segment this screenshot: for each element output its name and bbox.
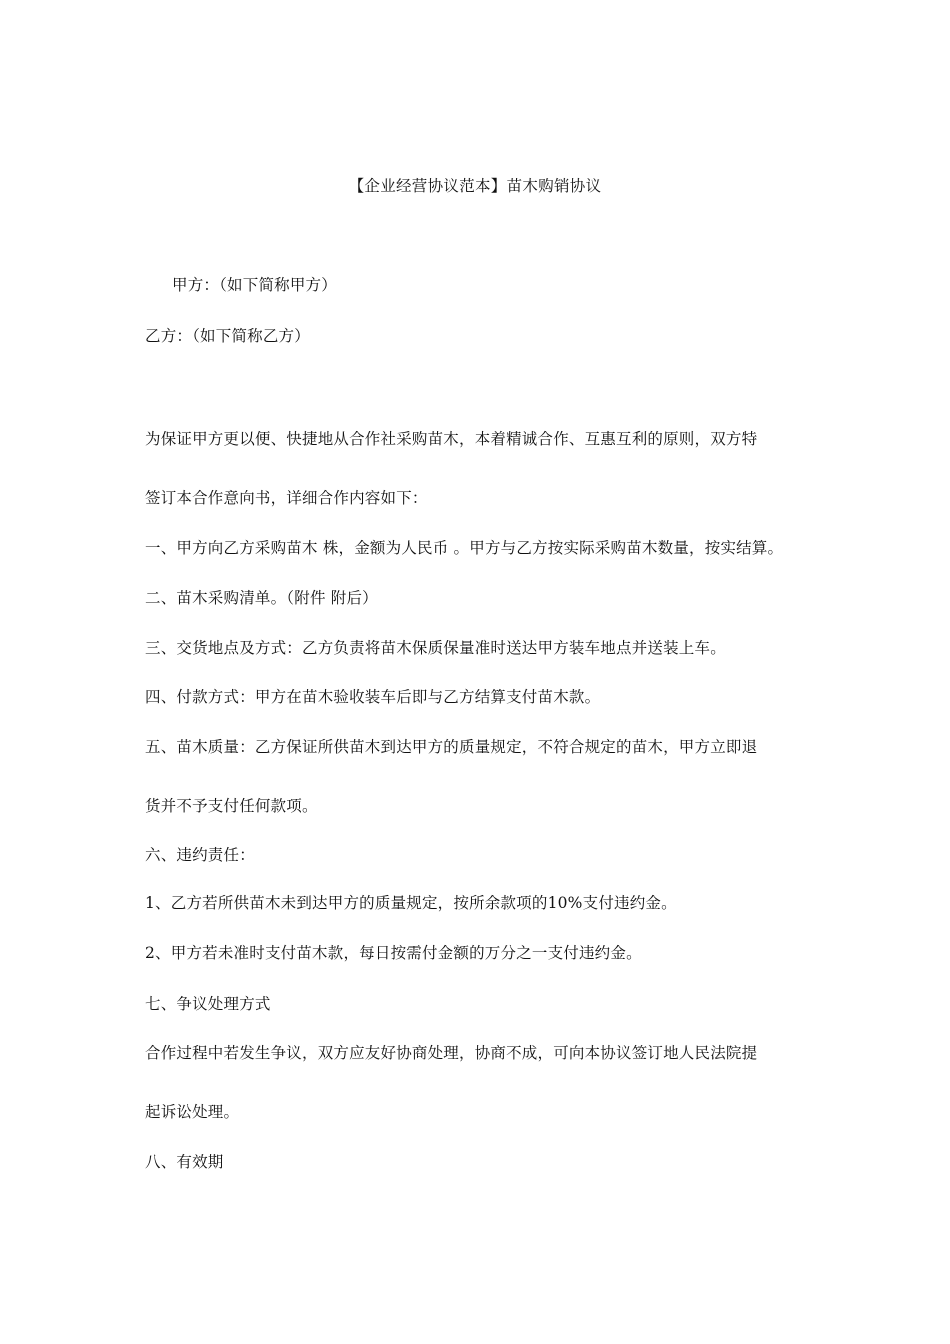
intro-paragraph-line-2: 签订本合作意向书，详细合作内容如下： xyxy=(145,489,428,507)
clause-6-heading: 六、违约责任： xyxy=(145,846,255,864)
clause-7-body-line-1: 合作过程中若发生争议，双方应友好协商处理，协商不成，可向本协议签订地人民法院提 xyxy=(145,1044,758,1062)
clause-2: 二、苗木采购清单。（附件 附后） xyxy=(145,589,378,607)
intro-paragraph-line-1: 为保证甲方更以便、快捷地从合作社采购苗木，本着精诚合作、互惠互利的原则，双方特 xyxy=(145,430,758,448)
clause-5-line-1: 五、苗木质量：乙方保证所供苗木到达甲方的质量规定，不符合规定的苗木，甲方立即退 xyxy=(145,738,758,756)
clause-7-heading: 七、争议处理方式 xyxy=(145,995,271,1013)
clause-7-body-line-2: 起诉讼处理。 xyxy=(145,1103,240,1121)
clause-5-line-2: 货并不予支付任何款项。 xyxy=(145,797,318,815)
clause-6-item-1: 1、乙方若所供苗木未到达甲方的质量规定，按所余款项的10%支付违约金。 xyxy=(145,894,677,912)
party-b-line: 乙方：（如下简称乙方） xyxy=(145,327,310,345)
clause-6-item-2: 2、甲方若未准时支付苗木款，每日按需付金额的万分之一支付违约金。 xyxy=(145,944,642,962)
clause-4: 四、付款方式：甲方在苗木验收装车后即与乙方结算支付苗木款。 xyxy=(145,688,601,706)
clause-3: 三、交货地点及方式：乙方负责将苗木保质保量准时送达甲方装车地点并送装上车。 xyxy=(145,639,726,657)
party-a-line: 甲方：（如下简称甲方） xyxy=(172,276,337,294)
clause-8-heading: 八、有效期 xyxy=(145,1153,224,1171)
clause-1: 一、甲方向乙方采购苗木 株，金额为人民币 。甲方与乙方按实际采购苗木数量，按实结算。 xyxy=(145,539,784,557)
document-title: 【企业经营协议范本】苗木购销协议 xyxy=(348,177,602,195)
